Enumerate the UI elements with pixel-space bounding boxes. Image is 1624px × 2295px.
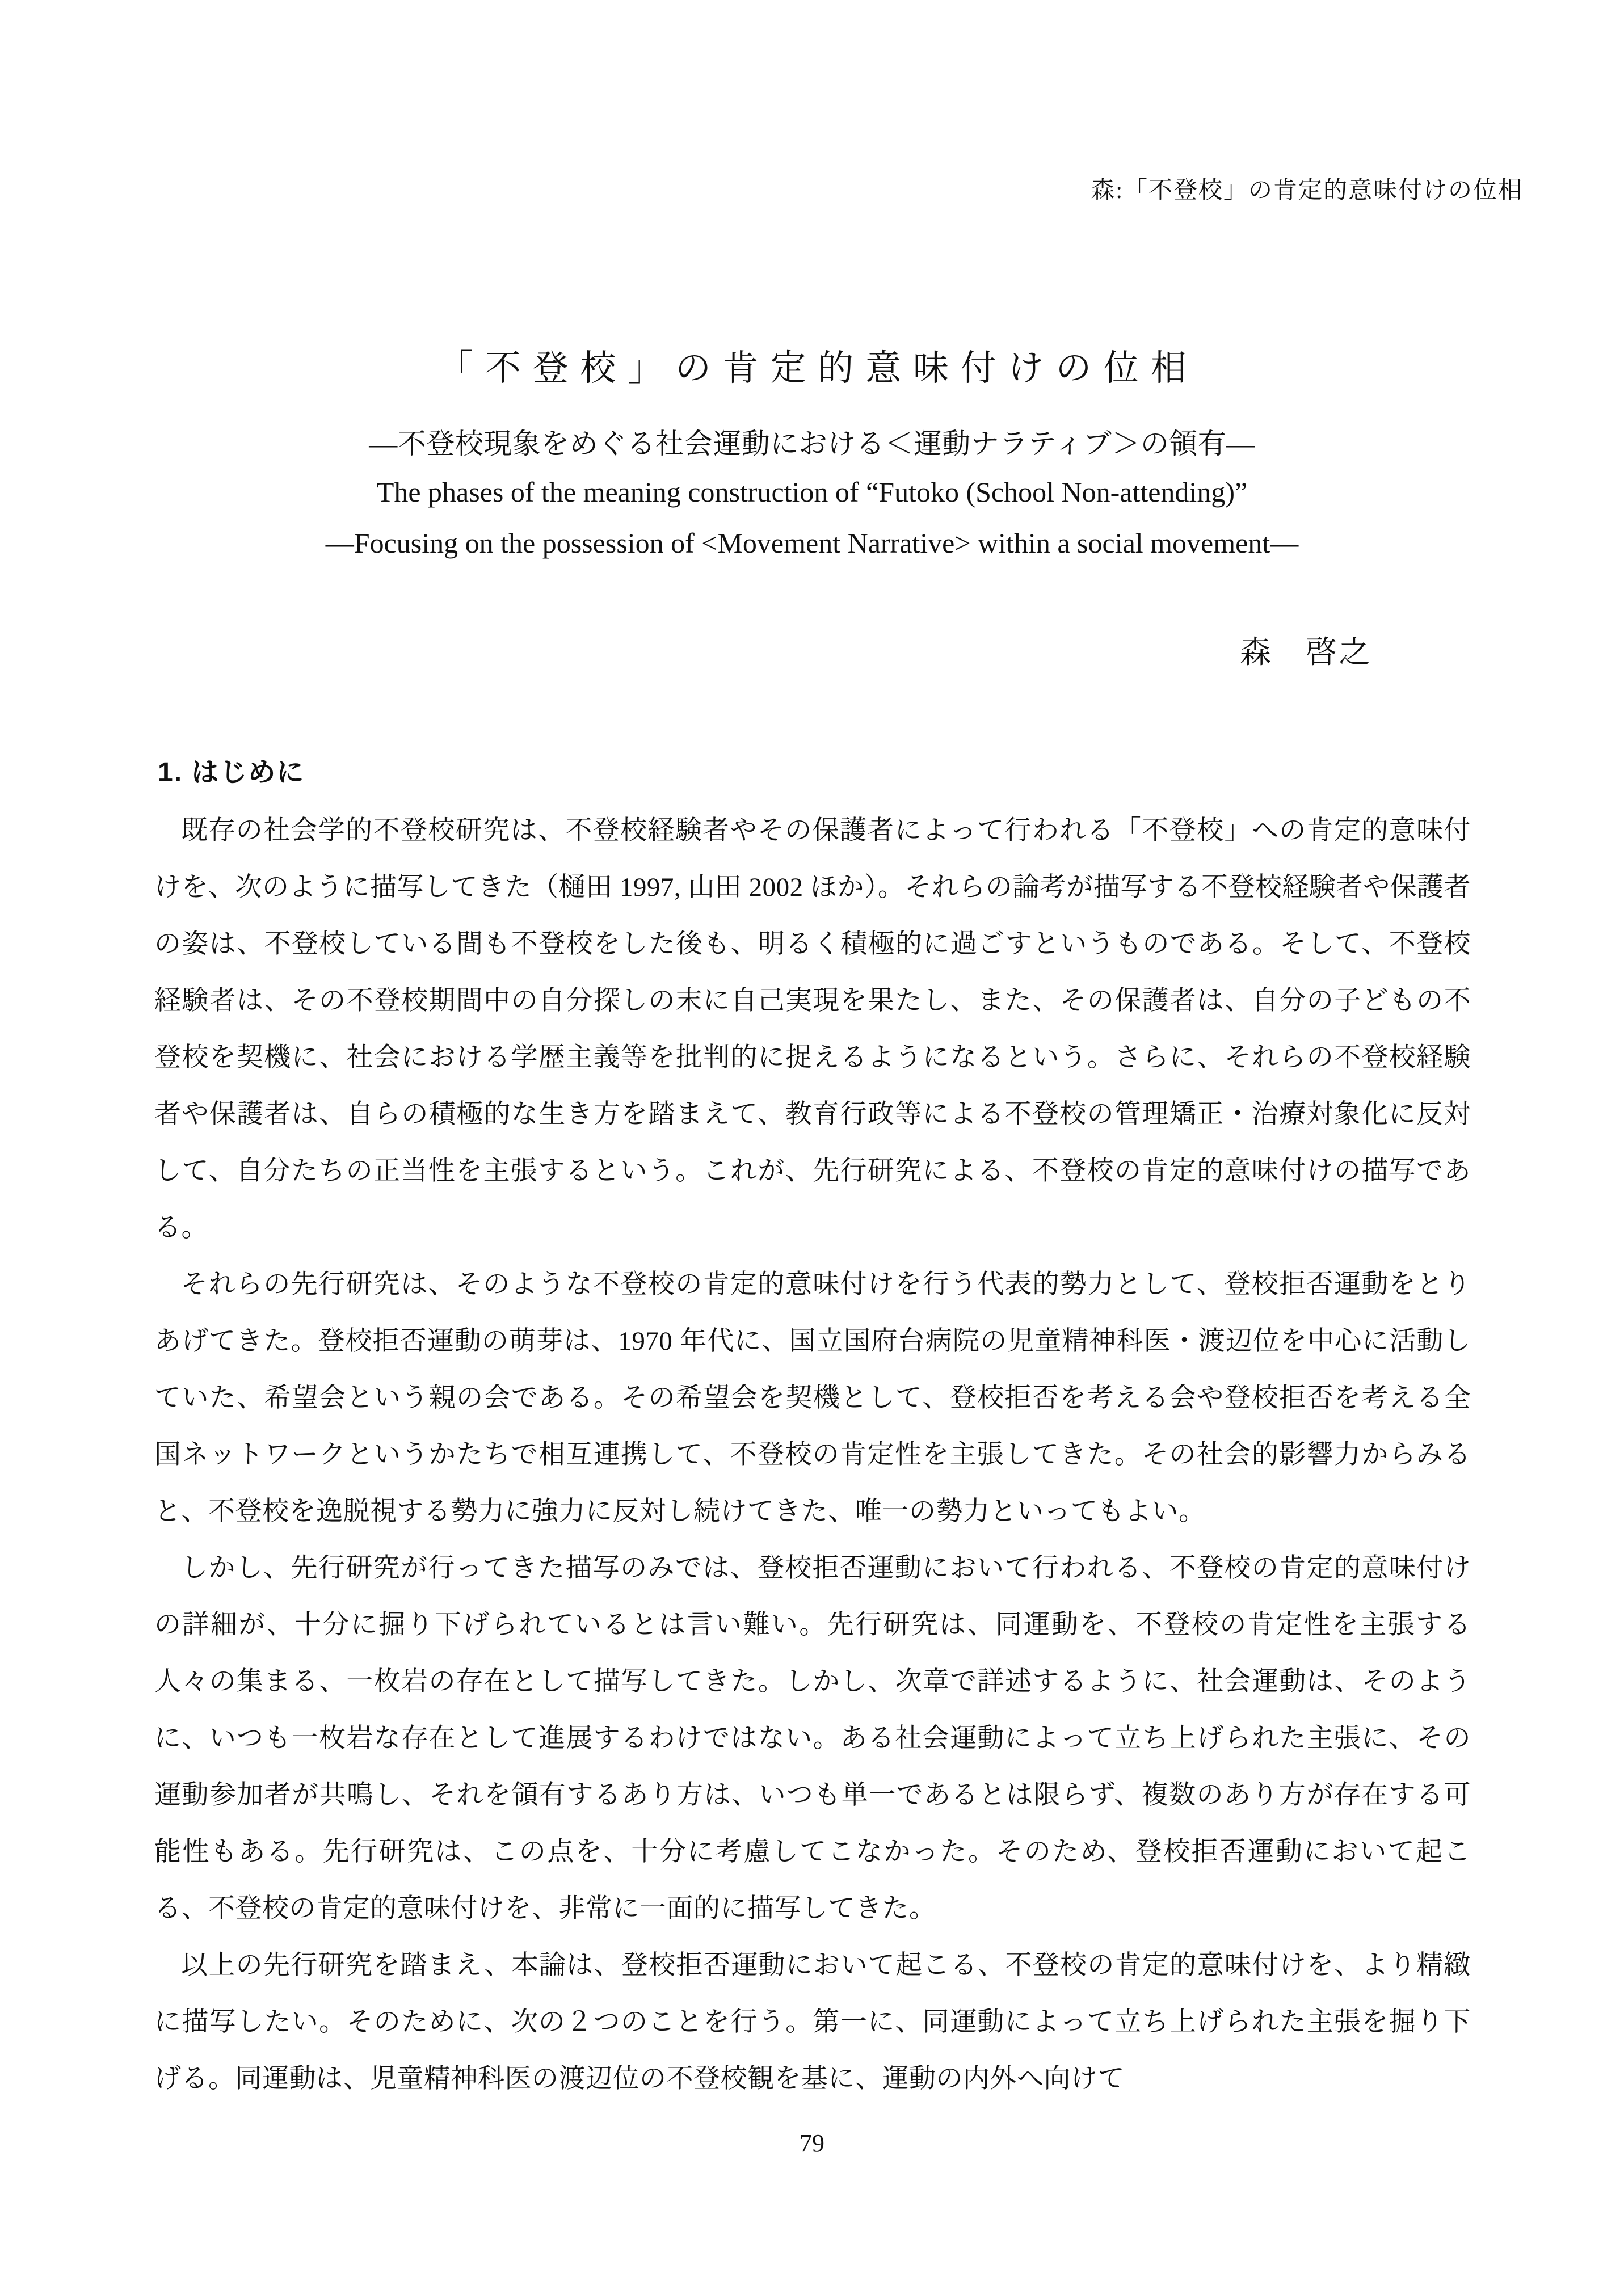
subtitle-japanese: ―不登校現象をめぐる社会運動における＜運動ナラティブ＞の領有― xyxy=(369,428,1255,460)
running-header: 森:「不登校」の肯定的意味付けの位相 xyxy=(1091,178,1523,204)
body-paragraph-4: 以上の先行研究を踏まえ、本論は、登校拒否運動において起こる、不登校の肯定的意味付けを、より精緻に描写したい。そのために、次の２つのことを行う。第一に、同運動によって立ち上げられた主張を掘り下げる。同運動は、児童精神科医の渡辺位の不登校観を基に、運動の内外へ向けて xyxy=(154,1951,1471,2094)
body-paragraph-2: それらの先行研究は、そのような不登校の肯定的意味付けを行う代表的勢力として、登校拒否運動をとりあげてきた。登校拒否運動の萌芽は、1970 年代に、国立国府台病院の児童精神科医・渡辺位を中心に活動していた、希望会という親の会である。その希望会を契機として、登校拒否を考える会や登校拒否を考える全国ネットワークというかたちで相互連携して、不登校の肯定性を主張してきた。その社会的影響力からみると、不登校を逸脱視する勢力に強力に反対し続けてきた、唯一の勢力といってもよい。 xyxy=(154,1270,1471,1526)
article-body xyxy=(154,744,1471,2107)
subtitle-english: ―Focusing on the possession of <Movement Narrative> within a social movement― xyxy=(325,527,1299,559)
title-english: The phases of the meaning construction of “Futoko (School Non-attending)” xyxy=(376,476,1248,508)
body-paragraph-1: 既存の社会学的不登校研究は、不登校経験者やその保護者によって行われる「不登校」への肯定的意味付けを、次のように描写してきた（樋田 1997, 山田 2002 ほか）。それらの論考が描写する不登校経験者や保護者の姿は、不登校している間も不登校をした後も、明るく積極的に過ごすというものである。そして、不登校経験者は、その不登校期間中の自分探しの末に自己実現を果たし、また、その保護者は、自分の子どもの不登校を契機に、社会における学歴主義等を批判的に捉えるようになるという。さらに、それらの不登校経験者や保護者は、自らの積極的な生き方を踏まえて、教育行政等による不登校の管理矯正・治療対象化に反対して、自分たちの正当性を主張するという。これが、先行研究による、不登校の肯定的意味付けの描写である。 xyxy=(154,816,1471,1243)
body-paragraph-3: しかし、先行研究が行ってきた描写のみでは、登校拒否運動において行われる、不登校の肯定的意味付けの詳細が、十分に掘り下げられているとは言い難い。先行研究は、同運動を、不登校の肯定性を主張する人々の集まる、一枚岩の存在として描写してきた。しかし、次章で詳述するように、社会運動は、そのように、いつも一枚岩な存在として進展するわけではない。ある社会運動によって立ち上げられた主張に、その運動参加者が共鳴し、それを領有するあり方は、いつも単一であるとは限らず、複数のあり方が存在する可能性もある。先行研究は、この点を、十分に考慮してこなかった。そのため、登校拒否運動において起こる、不登校の肯定的意味付けを、非常に一面的に描写してきた。 xyxy=(154,1553,1471,1923)
section-heading: 1. はじめに xyxy=(158,757,305,788)
page-number: 79 xyxy=(800,2129,824,2157)
page-title: 「不登校」の肯定的意味付けの位相 xyxy=(437,348,1198,388)
author-name: 森 啓之 xyxy=(1239,635,1371,669)
